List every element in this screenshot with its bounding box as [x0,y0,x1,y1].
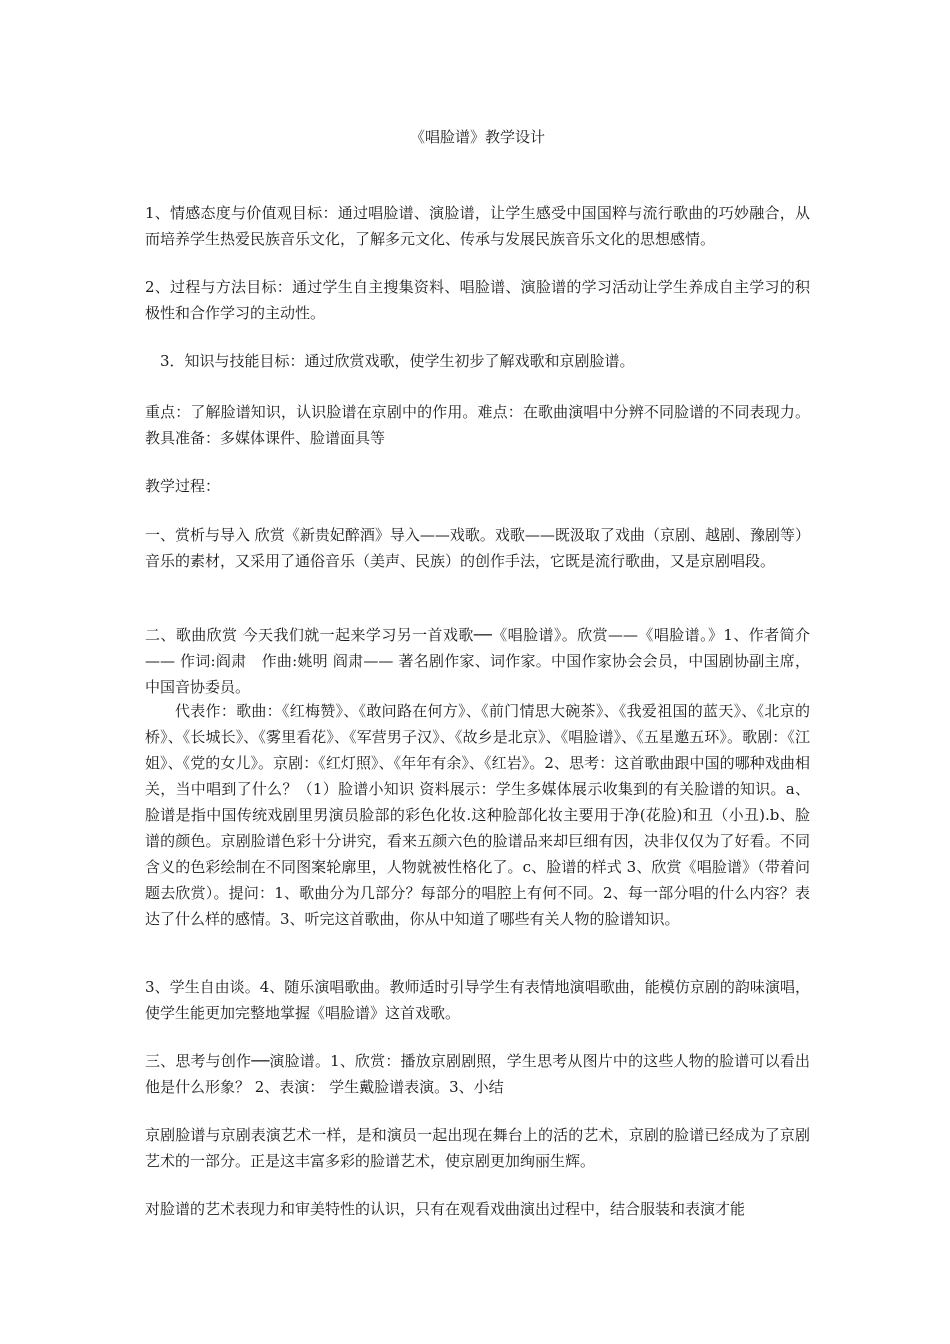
paragraph-goal-knowledge: 3．知识与技能目标：通过欣赏戏歌，使学生初步了解戏歌和京剧脸谱。 [160,352,635,370]
paragraph-section-one: 一、赏析与导入 欣赏《新贵妃醉酒》导入——戏歌。戏歌——既汲取了戏曲（京剧、越剧、豫剧等）音乐的素材，又采用了通俗音乐（美声、民族）的创作手法，它既是流行歌曲，又是京剧唱段。 [145,526,810,570]
paragraph-goal-emotion: 1、情感态度与价值观目标：通过唱脸谱、演脸谱，让学生感受中国国粹与流行歌曲的巧妙融合，从而培养学生热爱民族音乐文化，了解多元文化、传承与发展民族音乐文化的思想感情。 [145,204,810,248]
paragraph-closing: 对脸谱的艺术表现力和审美特性的认识，只有在观看戏曲演出过程中，结合服装和表演才能 [145,1200,746,1218]
paragraph-free-talk: 3、学生自由谈。4、随乐演唱歌曲。教师适时引导学生有表情地演唱歌曲，能模仿京剧的韵味演唱，使学生能更加完整地掌握《唱脸谱》这首戏歌。 [145,978,810,1022]
document-title: 《唱脸谱》教学设计 [409,128,545,146]
paragraph-section-two: 二、歌曲欣赏 今天我们就一起来学习另一首戏歌──《唱脸谱》。欣赏——《唱脸谱。》1、作者简介—— 作词:阎肃 作曲:姚明 阎肃—— 著名剧作家、词作家。中国作家协会会员，中国剧协副主席，中国音协委员。 [145,626,810,696]
paragraph-process-heading: 教学过程： [145,477,221,495]
document-page [145,0,810,1344]
paragraph-goal-process: 2、过程与方法目标：通过学生自主搜集资料、唱脸谱、演脸谱的学习活动让学生养成自主学习的积极性和合作学习的主动性。 [145,278,810,322]
paragraph-section-three: 三、思考与创作──演脸谱。1、欣赏：播放京剧剧照，学生思考从图片中的这些人物的脸谱可以看出他是什么形象？ 2、表演： 学生戴脸谱表演。3、小结 [145,1052,810,1096]
paragraph-key-points: 重点：了解脸谱知识，认识脸谱在京剧中的作用。难点：在歌曲演唱中分辨不同脸谱的不同表现力。教具准备：多媒体课件、脸谱面具等 [145,403,810,447]
paragraph-representative-works: 代表作：歌曲：《红梅赞》、《敢问路在何方》、《前门情思大碗茶》、《我爱祖国的蓝天》、《北京的桥》、《长城长》、《雾里看花》、《军营男子汉》、《故乡是北京》、《唱脸谱》、《五星邀五环》。歌剧：《江姐》、《党的女儿》。京剧：《红灯照》、《年年有余》、《红岩》。2、思考：这首歌曲跟中国的哪种戏曲相关，当中唱到了什么？（1）脸谱小知识 资料展示：学生多媒体展示收集到的有关脸谱的知识。a、脸谱是指中国传统戏剧里男演员脸部的彩色化妆.这种脸部化妆主要用于净(花脸)和丑（小丑).b、脸谱的颜色。京剧脸谱色彩十分讲究，看来五颜六色的脸谱品来却巨细有因，决非仅仅为了好看。不同含义的色彩绘制在不同图案轮廓里，人物就被性格化了。c、脸谱的样式 3、欣赏《唱脸谱》（带着问题去欣赏）。提问：1、歌曲分为几部分？每部分的唱腔上有何不同。2、每一部分唱的什么内容？表达了什么样的感情。3、听完这首歌曲，你从中知道了哪些有关人物的脸谱知识。 [145,702,810,928]
paragraph-summary: 京剧脸谱与京剧表演艺术一样，是和演员一起出现在舞台上的活的艺术，京剧的脸谱已经成为了京剧艺术的一部分。正是这丰富多彩的脸谱艺术，使京剧更加绚丽生辉。 [145,1126,810,1170]
